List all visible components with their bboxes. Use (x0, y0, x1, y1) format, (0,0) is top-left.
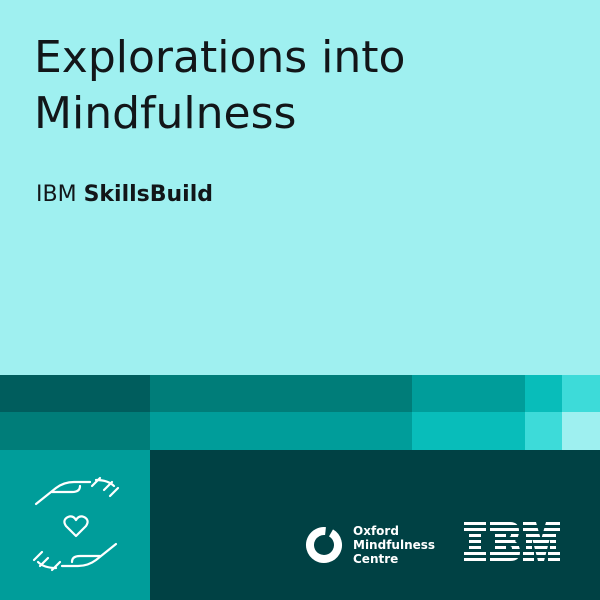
oxford-logo-text (353, 524, 435, 566)
oxford-ring-icon (305, 526, 343, 564)
oxford-logo-line-3: Centre (353, 552, 399, 566)
brand-label (36, 182, 213, 207)
band-block (150, 412, 412, 450)
oxford-logo-line-2: Mindfulness (353, 538, 436, 552)
band-block (562, 412, 600, 450)
brand-name: SkillsBuild (83, 182, 214, 207)
band-block (150, 375, 412, 412)
ibm-logo (464, 522, 560, 562)
band-block (412, 375, 525, 412)
band-block (525, 375, 562, 412)
band-block (562, 375, 600, 412)
badge-title (34, 30, 574, 142)
badge-title-line-2: Mindfulness (34, 88, 297, 139)
oxford-mindfulness-centre-logo (305, 524, 435, 566)
hands-heart-icon (30, 474, 122, 574)
oxford-logo-line-1: Oxford (353, 524, 399, 538)
band-block (0, 375, 150, 412)
band-block (412, 412, 525, 450)
band-block (0, 412, 150, 450)
brand-prefix: IBM (36, 182, 77, 207)
band-block (525, 412, 562, 450)
badge-title-line-1: Explorations into (34, 32, 406, 83)
